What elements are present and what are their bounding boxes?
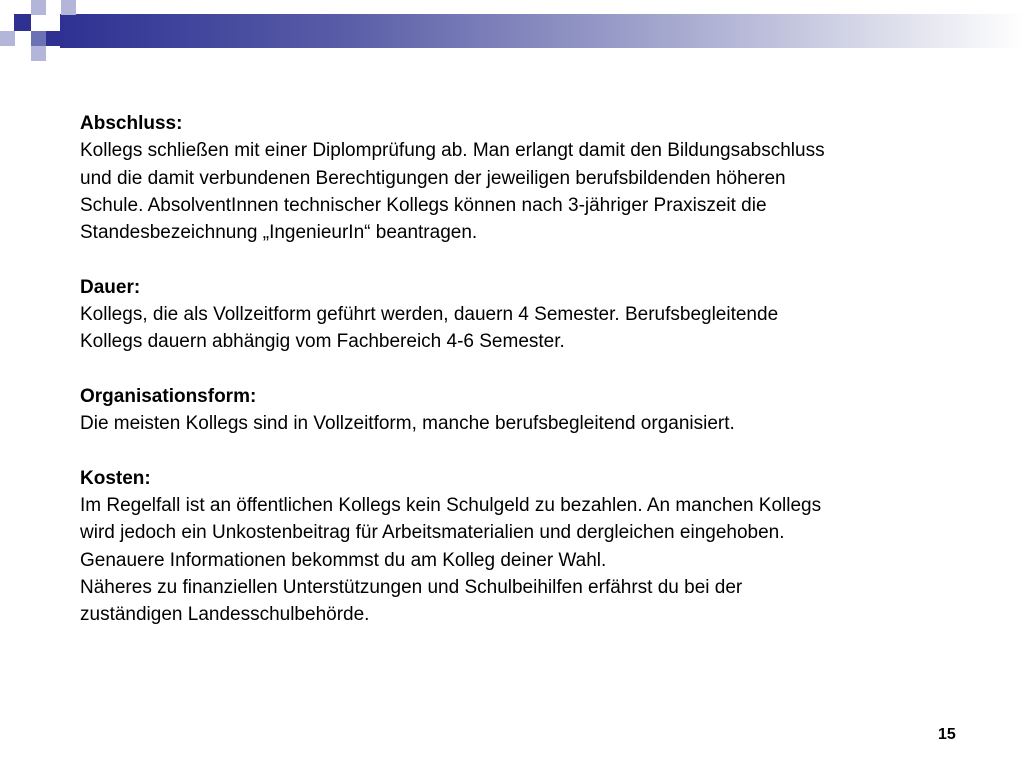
body-line: Schule. AbsolventInnen technischer Kollegs können nach 3-jähriger Praxiszeit die (80, 194, 767, 216)
square-light (61, 0, 76, 15)
section-organisationsform (80, 383, 980, 438)
square-light (31, 0, 46, 15)
section-heading: Kosten: (80, 467, 151, 489)
body-line: Im Regelfall ist an öffentlichen Kollegs kein Schulgeld zu bezahlen. An manchen Kollegs (80, 495, 822, 517)
square-mid (31, 46, 46, 61)
slide-body (80, 110, 980, 656)
body-line: Kollegs, die als Vollzeitform geführt werden, dauern 4 Semester. Berufsbegleitende (80, 304, 779, 326)
square-light (0, 31, 15, 46)
body-line: Kollegs dauern abhängig vom Fachbereich 4-6 Semester. (80, 331, 565, 353)
body-line: Näheres zu finanziellen Unterstützungen und Schulbeihilfen erfährst du bei der (80, 577, 743, 599)
section-heading: Abschluss: (80, 113, 183, 134)
body-line: Die meisten Kollegs sind in Vollzeitform, manche berufsbegleitend organisiert. (80, 413, 735, 435)
square-dark (14, 14, 31, 31)
square-mid (31, 31, 46, 46)
body-line: wird jedoch ein Unkostenbeitrag für Arbeitsmaterialien und dergleichen eingehoben. (80, 522, 785, 544)
page-number: 15 (938, 726, 956, 743)
square-dark (46, 31, 61, 46)
section-abschluss (80, 110, 980, 246)
header-gradient-bar (60, 14, 1024, 48)
body-line: Kollegs schließen mit einer Diplomprüfung ab. Man erlangt damit den Bildungsabschluss (80, 140, 825, 162)
section-kosten (80, 465, 980, 629)
section-dauer (80, 274, 980, 356)
body-line: Standesbezeichnung „IngenieurIn“ beantragen. (80, 222, 478, 244)
body-line: Genauere Informationen bekommst du am Kolleg deiner Wahl. (80, 549, 607, 571)
body-line: und die damit verbundenen Berechtigungen der jeweiligen berufsbildenden höheren (80, 167, 786, 189)
section-heading: Dauer: (80, 276, 141, 298)
section-heading: Organisationsform: (80, 385, 257, 407)
body-line: zuständigen Landesschulbehörde. (80, 604, 370, 626)
